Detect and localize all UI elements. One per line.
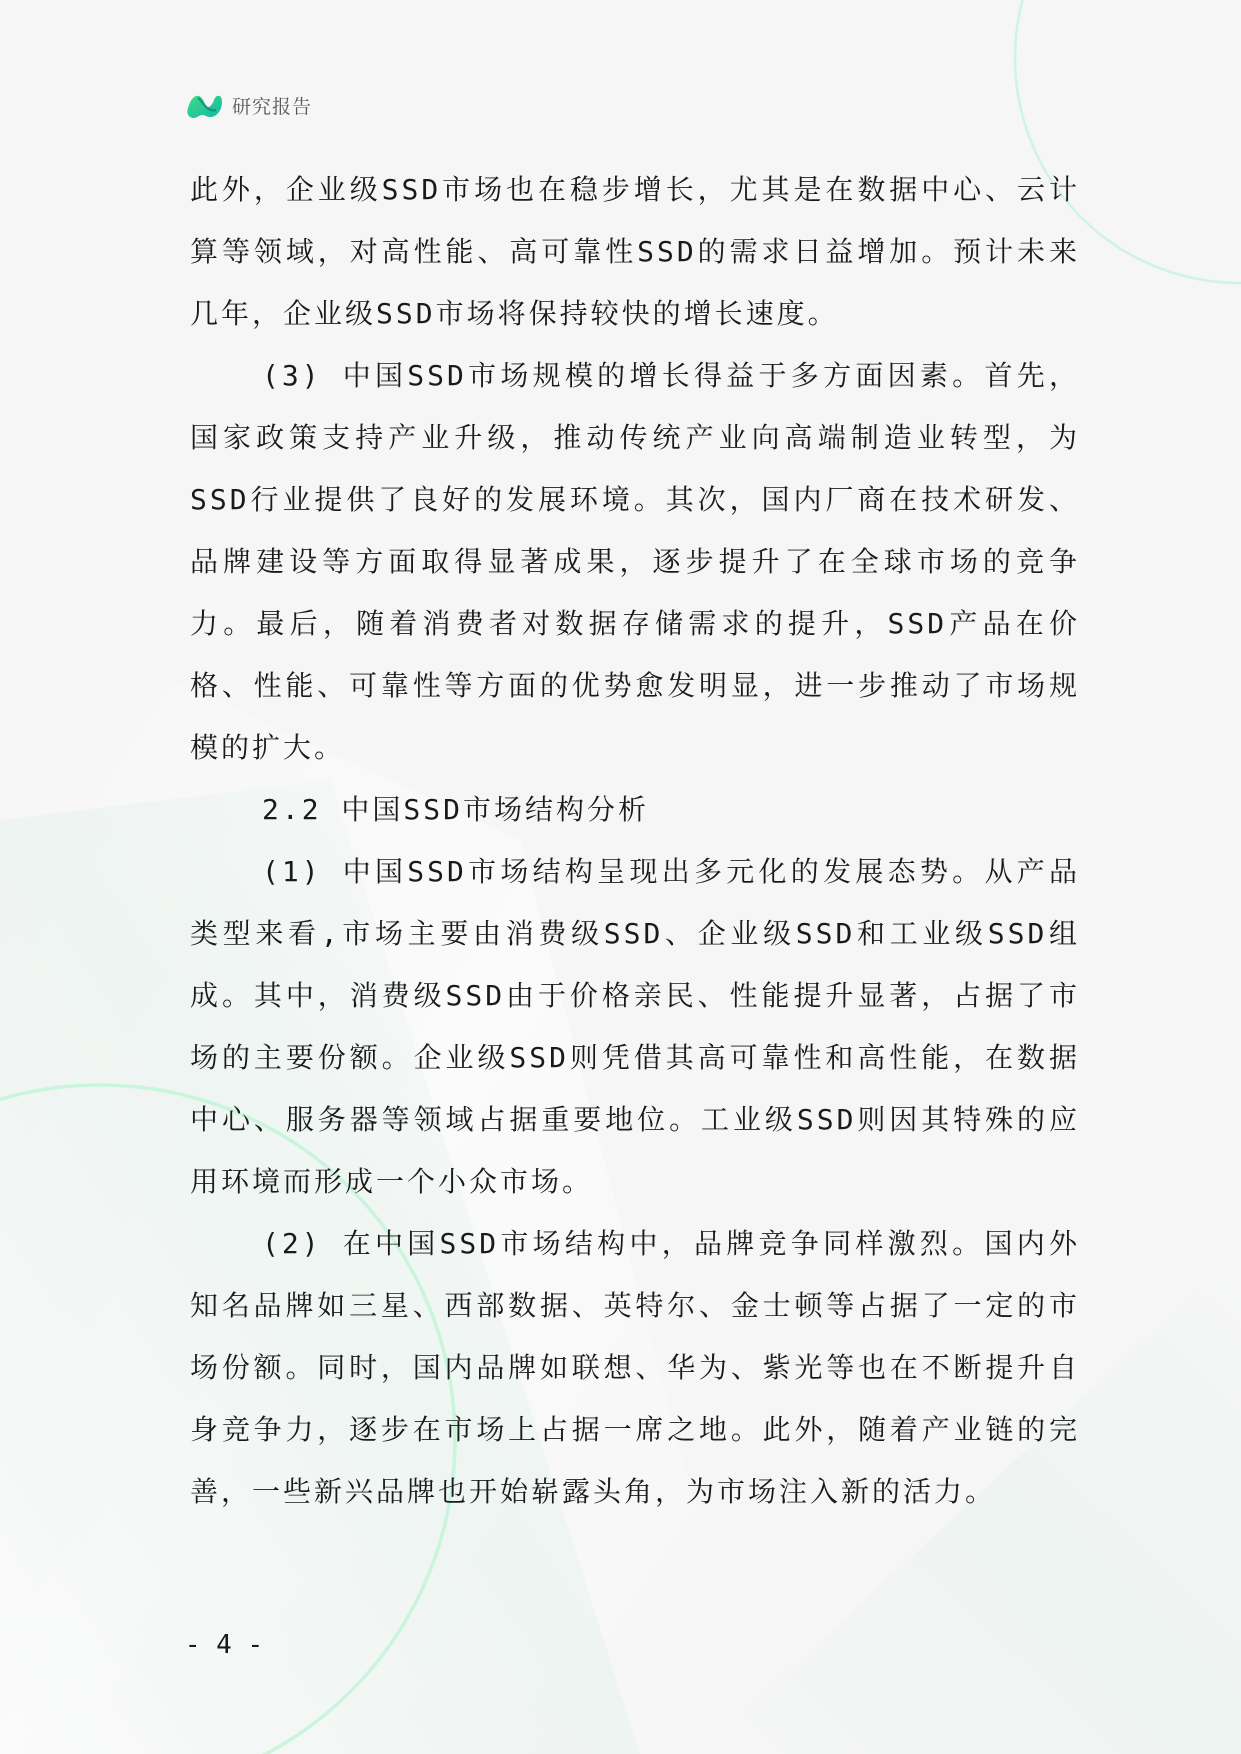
paragraph: (2) 在中国SSD市场结构中，品牌竞争同样激烈。国内外知名品牌如三星、西部数据、英特尔、金士顿等占据了一定的市场份额。同时，国内品牌如联想、华为、紫光等也在不断提升自身竞争力，逐步在市场上占据一席之地。此外，随着产业链的完善，一些新兴品牌也开始崭露头角，为市场注入新的活力。 xyxy=(190,1227,1080,1508)
paragraph: (3) 中国SSD市场规模的增长得益于多方面因素。首先，国家政策支持产业升级，推动传统产业向高端制造业转型，为SSD行业提供了良好的发展环境。其次，国内厂商在技术研发、品牌建设等方面取得显著成果，逐步提升了在全球市场的竞争力。最后，随着消费者对数据存储需求的提升，SSD产品在价格、性能、可靠性等方面的优势愈发明显，进一步推动了市场规模的扩大。 xyxy=(190,359,1080,764)
section-heading: 2.2 中国SSD市场结构分析 xyxy=(262,793,650,826)
logo-icon xyxy=(186,88,224,122)
paragraph: 此外，企业级SSD市场也在稳步增长，尤其是在数据中心、云计算等领域，对高性能、高可靠性SSD的需求日益增加。预计未来几年，企业级SSD市场将保持较快的增长速度。 xyxy=(190,173,1080,330)
report-header xyxy=(186,88,312,122)
header-title: 研究报告 xyxy=(232,95,313,118)
page-number: - 4 - xyxy=(184,1630,264,1660)
article-body xyxy=(190,159,1080,1523)
paragraph: (1) 中国SSD市场结构呈现出多元化的发展态势。从产品类型来看,市场主要由消费级SSD、企业级SSD和工业级SSD组成。其中，消费级SSD由于价格亲民、性能提升显著，占据了市场的主要份额。企业级SSD则凭借其高可靠性和高性能，在数据中心、服务器等领域占据重要地位。工业级SSD则因其特殊的应用环境而形成一个小众市场。 xyxy=(190,855,1080,1198)
